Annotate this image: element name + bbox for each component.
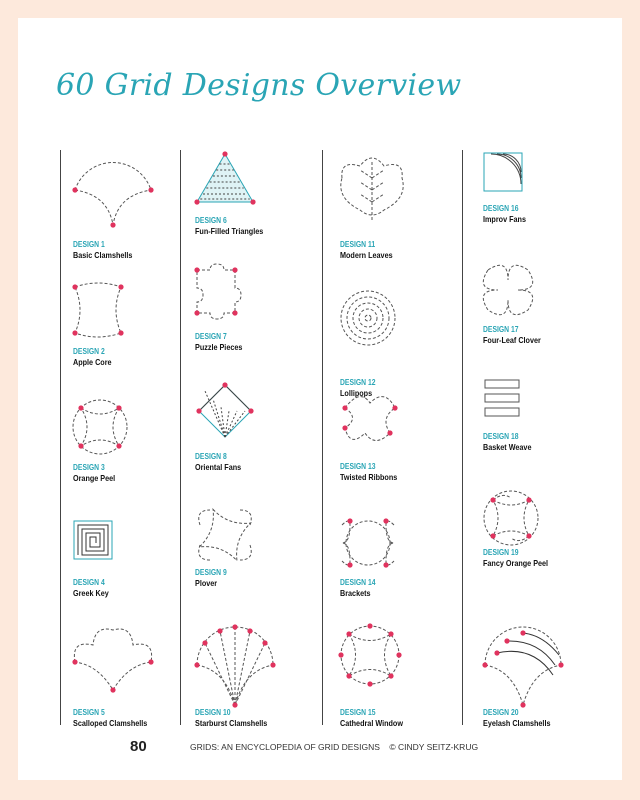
footer-text: GRIDS: AN ENCYCLOPEDIA OF GRID DESIGNS © CINDY SEITZ-KRUG: [190, 742, 479, 752]
design-name: Eyelash Clamshells: [483, 718, 551, 728]
design-number: DESIGN 17: [483, 325, 519, 334]
design-1-diagram-icon: [73, 160, 153, 240]
page-number: 80: [130, 738, 147, 755]
design-13-diagram-icon: [340, 388, 420, 468]
design-name: Orange Peel: [73, 473, 116, 483]
design-number: DESIGN 15: [340, 708, 376, 717]
design-name: Twisted Ribbons: [340, 472, 398, 482]
column-divider: [60, 150, 61, 725]
column-divider: [322, 150, 323, 725]
design-number: DESIGN 9: [195, 568, 227, 577]
design-name: Apple Core: [73, 357, 112, 367]
design-number: DESIGN 3: [73, 463, 105, 472]
design-number: DESIGN 2: [73, 347, 105, 356]
design-name: Fun-Filled Triangles: [195, 226, 264, 236]
design-number: DESIGN 7: [195, 332, 227, 341]
design-name: Greek Key: [73, 588, 109, 598]
design-name: Plover: [195, 578, 218, 588]
design-name: Four-Leaf Clover: [483, 335, 541, 345]
design-number: DESIGN 6: [195, 216, 227, 225]
design-15-diagram-icon: [340, 625, 420, 705]
design-number: DESIGN 11: [340, 240, 376, 249]
page-title: 60 Grid Designs Overview: [56, 68, 462, 103]
design-number: DESIGN 14: [340, 578, 376, 587]
design-number: DESIGN 1: [73, 240, 105, 249]
design-number: DESIGN 12: [340, 378, 376, 387]
design-number: DESIGN 10: [195, 708, 231, 717]
design-name: Brackets: [340, 588, 371, 598]
column-divider: [462, 150, 463, 725]
design-12-diagram-icon: [340, 290, 420, 370]
design-5-diagram-icon: [73, 630, 153, 710]
design-number: DESIGN 4: [73, 578, 105, 587]
design-name: Puzzle Pieces: [195, 342, 243, 352]
design-number: DESIGN 13: [340, 462, 376, 471]
design-name: Lollipops: [340, 388, 373, 398]
design-name: Modern Leaves: [340, 250, 393, 260]
design-name: Basket Weave: [483, 442, 532, 452]
design-name: Oriental Fans: [195, 462, 242, 472]
design-10-diagram-icon: [195, 625, 275, 705]
design-20-diagram-icon: [483, 625, 563, 705]
design-number: DESIGN 20: [483, 708, 519, 717]
design-name: Scalloped Clamshells: [73, 718, 148, 728]
design-number: DESIGN 16: [483, 204, 519, 213]
design-number: DESIGN 19: [483, 548, 519, 557]
design-11-diagram-icon: [340, 158, 420, 238]
design-name: Fancy Orange Peel: [483, 558, 549, 568]
design-name: Improv Fans: [483, 214, 526, 224]
design-name: Cathedral Window: [340, 718, 403, 728]
design-number: DESIGN 8: [195, 452, 227, 461]
design-number: DESIGN 5: [73, 708, 105, 717]
design-number: DESIGN 18: [483, 432, 519, 441]
design-name: Basic Clamshells: [73, 250, 133, 260]
column-divider: [180, 150, 181, 725]
design-name: Starburst Clamshells: [195, 718, 268, 728]
